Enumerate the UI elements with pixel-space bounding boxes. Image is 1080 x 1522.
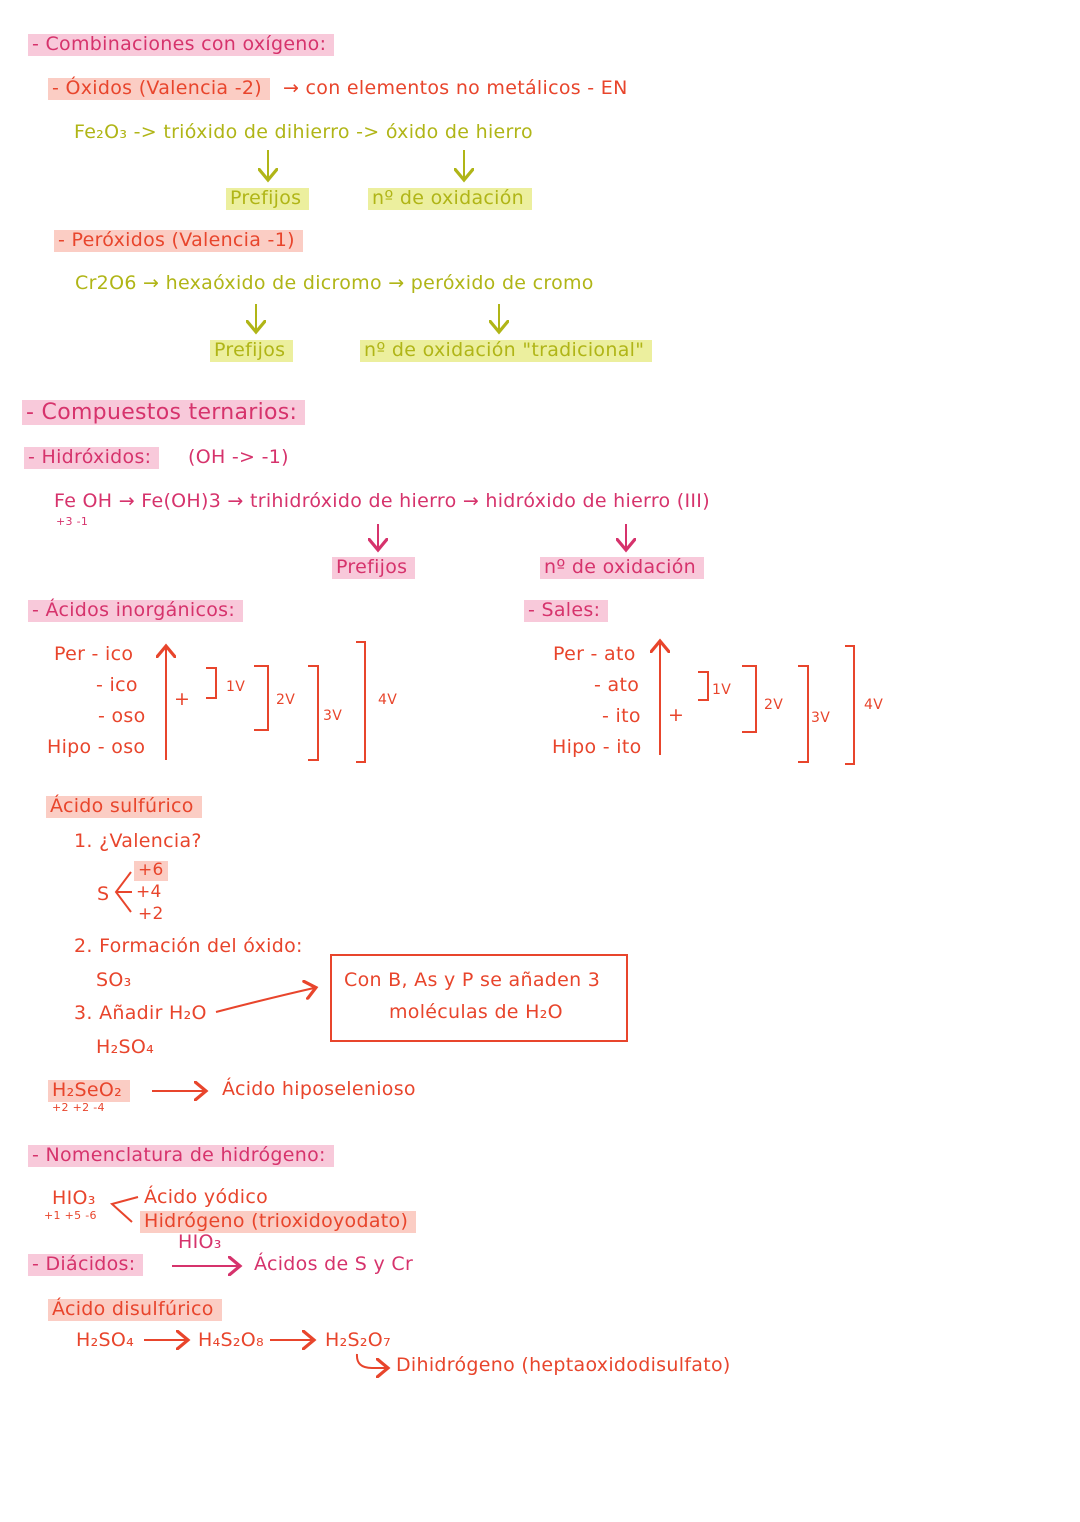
hidrogeno-name-2: Hidrógeno (trioxidoyodato) (140, 1211, 416, 1233)
acidos-brackets (166, 642, 365, 762)
sulfurico-step-2: 2. Formación del óxido: (74, 935, 303, 957)
hidroxidos-oxidacion-label: nº de oxidación (540, 557, 704, 579)
sulfurico-step-1: 1. ¿Valencia? (74, 830, 202, 852)
sales-valence-4v: 4V (864, 697, 884, 713)
sulfur-valence-highlighted: +6 (134, 861, 168, 881)
sales-plus: + (668, 704, 685, 726)
disulfurico-title: Ácido disulfúrico (48, 1299, 222, 1321)
hidrogeno-fork (112, 1197, 138, 1222)
note-box (330, 954, 628, 1042)
sulfur-valence: +2 (138, 904, 164, 924)
sales-row: Hipo - ito (552, 736, 642, 758)
selenioso-formula: H₂SeO₂ (48, 1080, 130, 1102)
sulfurico-title: Ácido sulfúrico (46, 796, 202, 818)
peroxidos-prefijos-label: Prefijos (210, 340, 293, 362)
down-arrow-icon (378, 524, 626, 548)
note-box-line-2: moléculas de H₂O (389, 1001, 563, 1023)
acidos-row: Per - ico (54, 643, 134, 665)
sulfur-valence: +4 (136, 882, 162, 902)
peroxidos-example: Cr2O6 → hexaóxido de dicromo → peróxido de cromo (75, 272, 594, 294)
hidroxidos-label: - Hidróxidos: (24, 447, 159, 469)
hidrogeno-title: - Nomenclatura de hidrógeno: (28, 1145, 334, 1167)
selenioso-charges: +2 +2 -4 (52, 1101, 105, 1114)
section-title-ternarios: - Compuestos ternarios: (22, 400, 305, 425)
acidos-title: - Ácidos inorgánicos: (28, 600, 243, 622)
peroxidos-label: - Peróxidos (Valencia -1) (54, 230, 303, 252)
hidroxidos-prefijos-label: Prefijos (332, 557, 415, 579)
hidroxidos-example: Fe OH → Fe(OH)3 → trihidróxido de hierro → hidróxido de hierro (III) (54, 490, 710, 512)
oxidos-oxidacion-label: nº de oxidación (368, 188, 532, 210)
acidos-row: - oso (98, 705, 146, 727)
oxidos-example: Fe₂O₃ -> trióxido de dihierro -> óxido de hierro (74, 121, 533, 143)
hidrogeno-charges: +1 +5 -6 (44, 1209, 97, 1222)
acidos-row: - ico (96, 674, 138, 696)
sales-valence-1v: 1V (712, 682, 732, 698)
diacidos-arrow-label: HIO₃ (178, 1231, 222, 1253)
acidos-valence-1v: 1V (226, 679, 246, 695)
sales-valence-3v: 3V (811, 710, 831, 726)
oxidos-prefijos-label: Prefijos (226, 188, 309, 210)
sulfur-valence-fork (116, 872, 132, 912)
sulfurico-oxide: SO₃ (96, 969, 132, 991)
sulfur-symbol: S (97, 883, 110, 905)
hidrogeno-formula: HIO₃ (52, 1187, 96, 1209)
acidos-valence-4v: 4V (378, 692, 398, 708)
acidos-plus: + (174, 688, 191, 710)
sulfurico-step-3: 3. Añadir H₂O (74, 1002, 207, 1024)
acidos-valence-3v: 3V (323, 708, 343, 724)
sales-row: - ato (594, 674, 640, 696)
disulfurico-name: Dihidrógeno (heptaoxidodisulfato) (396, 1354, 731, 1376)
sales-row: - ito (602, 705, 641, 727)
acidos-row: Hipo - oso (47, 736, 146, 758)
acidos-valence-2v: 2V (276, 692, 296, 708)
peroxidos-oxidacion-label: nº de oxidación "tradicional" (360, 340, 652, 362)
sulfurico-result: H₂SO₄ (96, 1036, 155, 1058)
disulfurico-formula-1: H₂SO₄ (76, 1329, 135, 1351)
note-box-line-1: Con B, As y P se añaden 3 (344, 969, 601, 991)
hidroxidos-note: (OH -> -1) (188, 446, 289, 468)
diacidos-title: - Diácidos: (28, 1254, 143, 1276)
sales-row: Per - ato (553, 643, 636, 665)
hidrogeno-name-1: Ácido yódico (144, 1186, 268, 1208)
sales-brackets (660, 643, 854, 764)
disulfurico-formula-2: H₄S₂O₈ (198, 1329, 264, 1351)
sales-title: - Sales: (524, 600, 608, 622)
oxidos-description: → con elementos no metálicos - EN (283, 77, 628, 99)
oxidos-label: - Óxidos (Valencia -2) (48, 78, 270, 100)
selenioso-name: Ácido hiposelenioso (222, 1078, 416, 1100)
disulfurico-formula-3: H₂S₂O₇ (325, 1329, 391, 1351)
section-title-oxygen: - Combinaciones con oxígeno: (28, 34, 334, 56)
arrow-to-note-icon (216, 988, 314, 1012)
diacidos-description: Ácidos de S y Cr (254, 1253, 414, 1275)
hidroxidos-charges: +3 -1 (56, 515, 89, 528)
sales-valence-2v: 2V (764, 697, 784, 713)
